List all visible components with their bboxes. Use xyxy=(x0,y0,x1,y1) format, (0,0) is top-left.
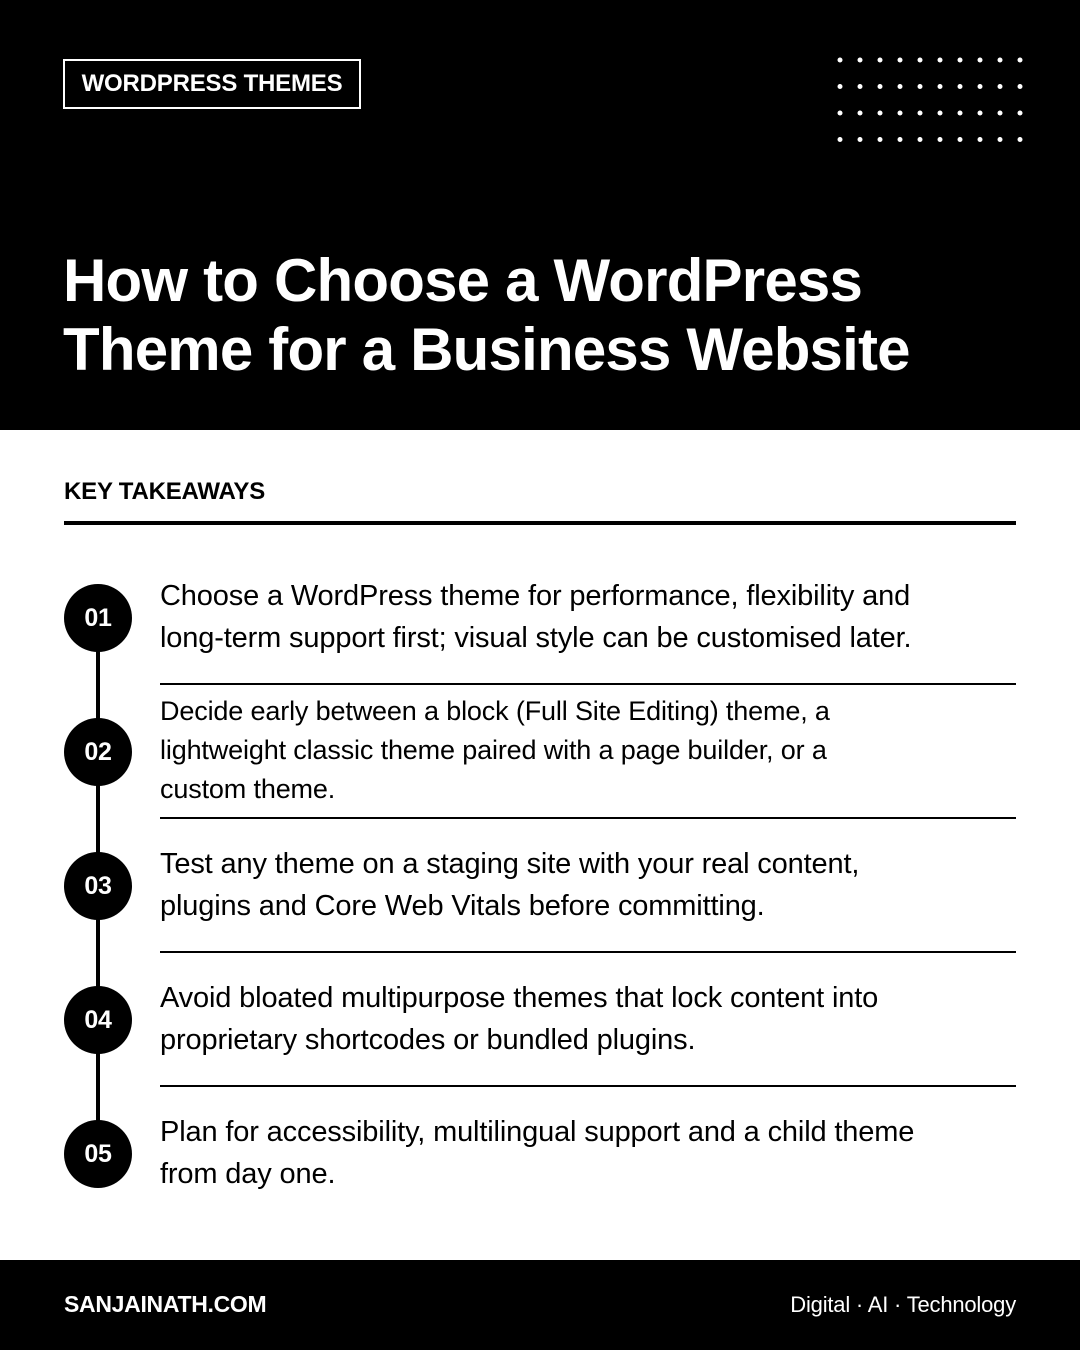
takeaway-05-line-1: Plan for accessibility, multilingual support and a child theme xyxy=(160,1116,915,1148)
grid-dot xyxy=(938,137,943,142)
grid-dot xyxy=(958,84,963,89)
takeaway-01-line-2: long-term support first; visual style can be customised later. xyxy=(160,622,912,654)
grid-dot xyxy=(878,137,883,142)
grid-dot xyxy=(1018,137,1023,142)
grid-dot xyxy=(878,58,883,63)
grid-dot xyxy=(858,58,863,63)
grid-dot xyxy=(898,84,903,89)
takeaway-divider xyxy=(160,817,1016,819)
grid-dot xyxy=(918,111,923,116)
grid-dot xyxy=(978,58,983,63)
grid-dot xyxy=(998,137,1003,142)
grid-dot xyxy=(898,111,903,116)
takeaway-number-03: 03 xyxy=(64,852,132,920)
takeaway-number-04: 04 xyxy=(64,986,132,1054)
grid-dot xyxy=(918,58,923,63)
takeaway-number-05: 05 xyxy=(64,1120,132,1188)
dot-grid-icon xyxy=(833,54,1029,146)
takeaway-02-line-2: lightweight classic theme paired with a page builder, or a xyxy=(160,735,827,765)
grid-dot xyxy=(998,84,1003,89)
takeaway-02-line-1: Decide early between a block (Full Site Editing) theme, a xyxy=(160,696,830,726)
grid-dot xyxy=(858,84,863,89)
grid-dot xyxy=(978,84,983,89)
title-line-1: How to Choose a WordPress xyxy=(63,247,863,314)
grid-dot xyxy=(858,137,863,142)
takeaway-text-01 xyxy=(160,575,1040,659)
grid-dot xyxy=(938,111,943,116)
takeaway-number-01: 01 xyxy=(64,584,132,652)
grid-dot xyxy=(918,84,923,89)
title-line-2: Theme for a Business Website xyxy=(63,316,910,383)
takeaway-number-02: 02 xyxy=(64,718,132,786)
takeaway-text-03 xyxy=(160,843,1040,927)
header-banner xyxy=(0,0,1080,430)
takeaway-04-line-1: Avoid bloated multipurpose themes that lock content into xyxy=(160,982,879,1014)
footer-tagline: Digital · AI · Technology xyxy=(790,1292,1016,1317)
page-title xyxy=(63,246,1043,384)
grid-dot xyxy=(838,137,843,142)
footer-bar xyxy=(0,1260,1080,1350)
grid-dot xyxy=(958,58,963,63)
grid-dot xyxy=(918,137,923,142)
grid-dot xyxy=(998,111,1003,116)
footer-brand: SANJAINATH.COM xyxy=(64,1291,267,1317)
grid-dot xyxy=(978,111,983,116)
grid-dot xyxy=(838,84,843,89)
grid-dot xyxy=(938,58,943,63)
takeaway-divider xyxy=(160,683,1016,685)
grid-dot xyxy=(878,111,883,116)
grid-dot xyxy=(838,111,843,116)
takeaway-divider xyxy=(160,951,1016,953)
category-tag: WORDPRESS THEMES xyxy=(63,59,361,109)
grid-dot xyxy=(938,84,943,89)
grid-dot xyxy=(898,58,903,63)
grid-dot xyxy=(958,111,963,116)
grid-dot xyxy=(878,84,883,89)
takeaway-05-line-2: from day one. xyxy=(160,1158,336,1190)
grid-dot xyxy=(978,137,983,142)
takeaway-text-04 xyxy=(160,977,1040,1061)
takeaway-04-line-2: proprietary shortcodes or bundled plugins. xyxy=(160,1024,696,1056)
takeaway-02-line-3: custom theme. xyxy=(160,774,336,804)
takeaway-03-line-1: Test any theme on a staging site with your real content, xyxy=(160,848,860,880)
grid-dot xyxy=(998,58,1003,63)
grid-dot xyxy=(1018,84,1023,89)
takeaway-text-05 xyxy=(160,1111,1040,1195)
grid-dot xyxy=(838,58,843,63)
grid-dot xyxy=(1018,111,1023,116)
takeaway-01-line-1: Choose a WordPress theme for performance, flexibility and xyxy=(160,580,911,612)
grid-dot xyxy=(958,137,963,142)
grid-dot xyxy=(898,137,903,142)
section-label: KEY TAKEAWAYS xyxy=(64,478,266,505)
takeaway-text-02 xyxy=(160,692,1040,809)
section-rule xyxy=(64,521,1016,525)
grid-dot xyxy=(1018,58,1023,63)
grid-dot xyxy=(858,111,863,116)
takeaway-divider xyxy=(160,1085,1016,1087)
takeaway-03-line-2: plugins and Core Web Vitals before committing. xyxy=(160,890,765,922)
